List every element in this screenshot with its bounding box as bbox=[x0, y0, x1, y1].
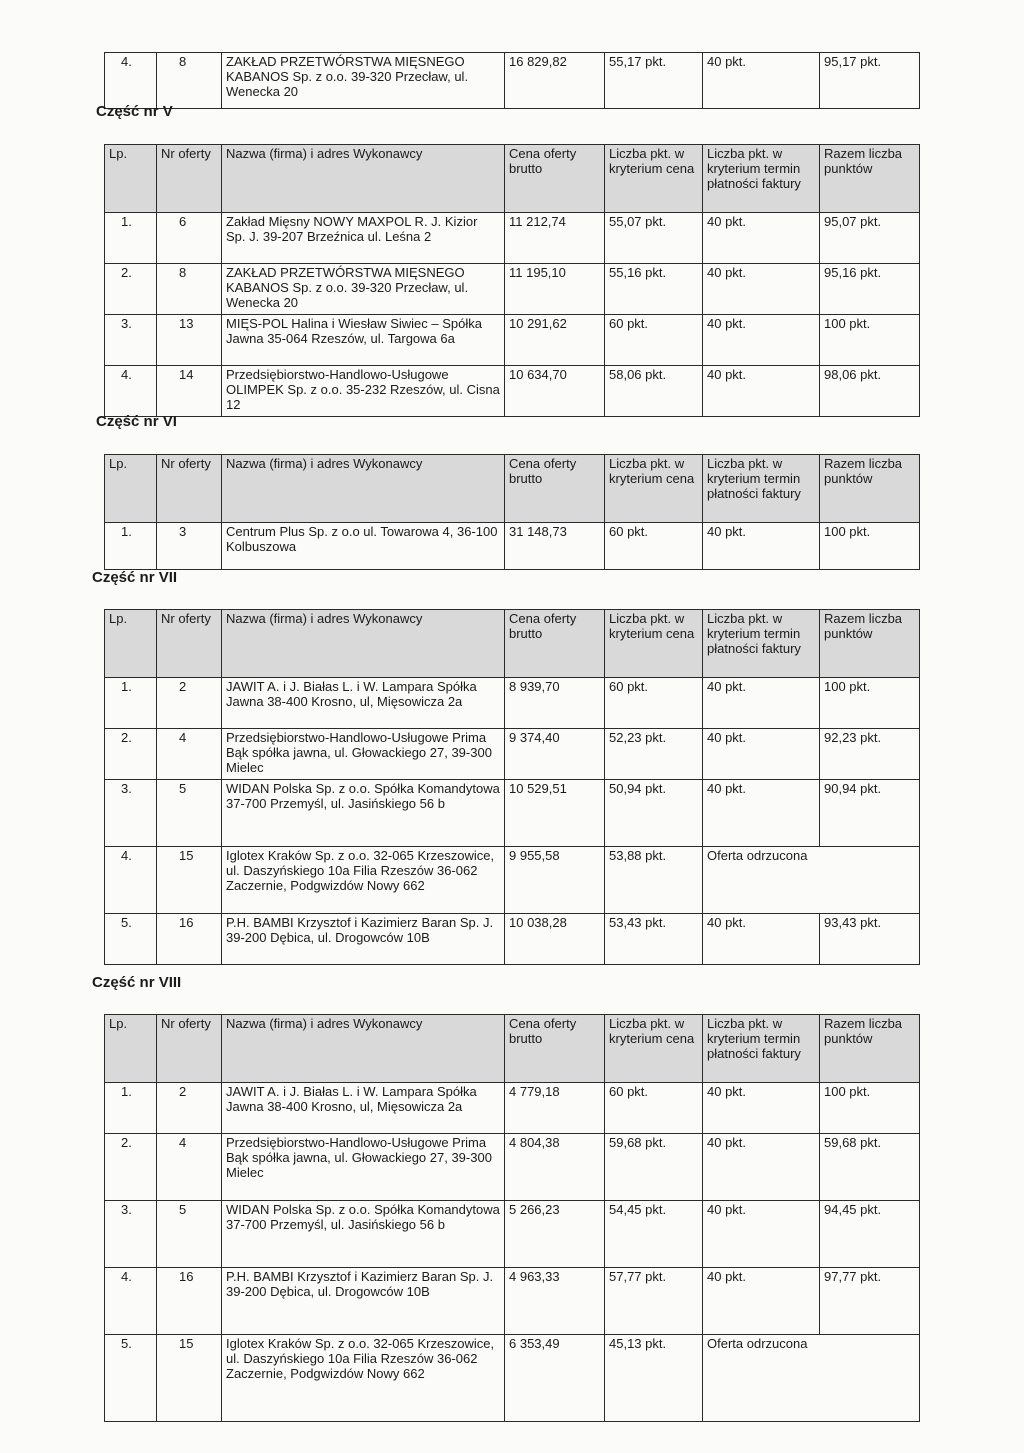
cell-name: Przedsiębiorstwo-Handlowo-Usługowe Prima Bąk spółka jawna, ul. Głowackiego 27, 39-300 Mielec bbox=[222, 729, 505, 780]
cell-total: 95,17 pkt. bbox=[820, 53, 920, 109]
cell-pts-price: 55,07 pkt. bbox=[605, 213, 703, 264]
cell-pts-price: 53,88 pkt. bbox=[605, 847, 703, 914]
offers-table-prev-part bbox=[104, 52, 920, 109]
cell-price: 4 804,38 bbox=[505, 1134, 605, 1201]
header-nr: Nr oferty bbox=[157, 455, 222, 523]
section-title: Część nr V bbox=[96, 103, 173, 120]
cell-pts-price: 45,13 pkt. bbox=[605, 1335, 703, 1422]
cell-nr: 5 bbox=[157, 780, 222, 847]
table-row bbox=[105, 523, 920, 570]
header-pts-term: Liczba pkt. w kryterium termin płatności faktury bbox=[703, 145, 820, 213]
cell-pts-price: 53,43 pkt. bbox=[605, 914, 703, 965]
header-pts-price: Liczba pkt. w kryterium cena bbox=[605, 610, 703, 678]
cell-name: Iglotex Kraków Sp. z o.o. 32-065 Krzeszowice, ul. Daszyńskiego 10a Filia Rzeszów 36-062 Zaczernie, Podgwizdów Nowy 662 bbox=[222, 1335, 505, 1422]
cell-pts-price: 57,77 pkt. bbox=[605, 1268, 703, 1335]
cell-nr: 4 bbox=[157, 729, 222, 780]
cell-name: Przedsiębiorstwo-Handlowo-Usługowe OLIMPEK Sp. z o.o. 35-232 Rzeszów, ul. Cisna 12 bbox=[222, 366, 505, 417]
cell-price: 4 963,33 bbox=[505, 1268, 605, 1335]
cell-pts-price: 60 pkt. bbox=[605, 523, 703, 570]
cell-lp: 1. bbox=[105, 213, 157, 264]
cell-pts-term: 40 pkt. bbox=[703, 678, 820, 729]
cell-price: 10 634,70 bbox=[505, 366, 605, 417]
cell-price: 10 529,51 bbox=[505, 780, 605, 847]
table-row bbox=[105, 914, 920, 965]
cell-lp: 1. bbox=[105, 523, 157, 570]
table-row bbox=[105, 678, 920, 729]
cell-pts-price: 54,45 pkt. bbox=[605, 1201, 703, 1268]
header-name: Nazwa (firma) i adres Wykonawcy bbox=[222, 1015, 505, 1083]
table-row bbox=[105, 366, 920, 417]
cell-lp: 1. bbox=[105, 678, 157, 729]
cell-lp: 3. bbox=[105, 315, 157, 366]
cell-lp: 2. bbox=[105, 729, 157, 780]
cell-nr: 15 bbox=[157, 1335, 222, 1422]
cell-total: 95,07 pkt. bbox=[820, 213, 920, 264]
cell-total: 90,94 pkt. bbox=[820, 780, 920, 847]
table-row bbox=[105, 315, 920, 366]
cell-pts-term: 40 pkt. bbox=[703, 914, 820, 965]
cell-lp: 3. bbox=[105, 780, 157, 847]
header-pts-price: Liczba pkt. w kryterium cena bbox=[605, 455, 703, 523]
cell-lp: 4. bbox=[105, 1268, 157, 1335]
offers-table-part-vi bbox=[104, 454, 920, 570]
cell-name: P.H. BAMBI Krzysztof i Kazimierz Baran Sp. J. 39-200 Dębica, ul. Drogowców 10B bbox=[222, 1268, 505, 1335]
cell-pts-term: 40 pkt. bbox=[703, 315, 820, 366]
section-title: Część nr VI bbox=[96, 413, 177, 430]
cell-nr: 16 bbox=[157, 914, 222, 965]
table-row bbox=[105, 1268, 920, 1335]
cell-pts-term: 40 pkt. bbox=[703, 213, 820, 264]
header-price: Cena oferty brutto bbox=[505, 610, 605, 678]
cell-total: 59,68 pkt. bbox=[820, 1134, 920, 1201]
table-row bbox=[105, 213, 920, 264]
header-price: Cena oferty brutto bbox=[505, 455, 605, 523]
cell-name: Centrum Plus Sp. z o.o ul. Towarowa 4, 36-100 Kolbuszowa bbox=[222, 523, 505, 570]
table-row bbox=[105, 780, 920, 847]
cell-pts-price: 58,06 pkt. bbox=[605, 366, 703, 417]
cell-nr: 3 bbox=[157, 523, 222, 570]
cell-name: Iglotex Kraków Sp. z o.o. 32-065 Krzeszowice, ul. Daszyńskiego 10a Filia Rzeszów 36-062 Zaczernie, Podgwizdów Nowy 662 bbox=[222, 847, 505, 914]
table-row bbox=[105, 53, 920, 109]
header-pts-price: Liczba pkt. w kryterium cena bbox=[605, 1015, 703, 1083]
cell-pts-price: 55,16 pkt. bbox=[605, 264, 703, 315]
cell-lp: 4. bbox=[105, 366, 157, 417]
table-header-row bbox=[105, 455, 920, 523]
cell-name: MIĘS-POL Halina i Wiesław Siwiec – Spółka Jawna 35-064 Rzeszów, ul. Targowa 6a bbox=[222, 315, 505, 366]
header-nr: Nr oferty bbox=[157, 610, 222, 678]
cell-price: 6 353,49 bbox=[505, 1335, 605, 1422]
header-lp: Lp. bbox=[105, 145, 157, 213]
cell-price: 9 955,58 bbox=[505, 847, 605, 914]
cell-total: 95,16 pkt. bbox=[820, 264, 920, 315]
cell-pts-term: 40 pkt. bbox=[703, 1083, 820, 1134]
header-price: Cena oferty brutto bbox=[505, 1015, 605, 1083]
offers-table-part-vii bbox=[104, 609, 920, 965]
cell-name: P.H. BAMBI Krzysztof i Kazimierz Baran Sp. J. 39-200 Dębica, ul. Drogowców 10B bbox=[222, 914, 505, 965]
cell-name: JAWIT A. i J. Białas L. i W. Lampara Spółka Jawna 38-400 Krosno, ul, Mięsowicza 2a bbox=[222, 1083, 505, 1134]
cell-pts-price: 52,23 pkt. bbox=[605, 729, 703, 780]
table-header-row bbox=[105, 610, 920, 678]
cell-nr: 5 bbox=[157, 1201, 222, 1268]
cell-total: 93,43 pkt. bbox=[820, 914, 920, 965]
cell-price: 11 212,74 bbox=[505, 213, 605, 264]
cell-pts-price: 50,94 pkt. bbox=[605, 780, 703, 847]
cell-price: 8 939,70 bbox=[505, 678, 605, 729]
cell-name: WIDAN Polska Sp. z o.o. Spółka Komandytowa 37-700 Przemyśl, ul. Jasińskiego 56 b bbox=[222, 1201, 505, 1268]
cell-pts-term: 40 pkt. bbox=[703, 780, 820, 847]
cell-nr: 6 bbox=[157, 213, 222, 264]
cell-pts-price: 55,17 pkt. bbox=[605, 53, 703, 109]
cell-lp: 3. bbox=[105, 1201, 157, 1268]
cell-name: Przedsiębiorstwo-Handlowo-Usługowe Prima Bąk spółka jawna, ul. Głowackiego 27, 39-300 Mielec bbox=[222, 1134, 505, 1201]
cell-lp: 5. bbox=[105, 914, 157, 965]
cell-lp: 2. bbox=[105, 1134, 157, 1201]
section-title: Część nr VIII bbox=[92, 974, 182, 991]
header-lp: Lp. bbox=[105, 1015, 157, 1083]
cell-nr: 13 bbox=[157, 315, 222, 366]
cell-rejected-status: Oferta odrzucona bbox=[703, 1335, 920, 1422]
cell-lp: 4. bbox=[105, 847, 157, 914]
cell-name: JAWIT A. i J. Białas L. i W. Lampara Spółka Jawna 38-400 Krosno, ul, Mięsowicza 2a bbox=[222, 678, 505, 729]
header-total: Razem liczba punktów bbox=[820, 610, 920, 678]
offers-table-part-v bbox=[104, 144, 920, 417]
cell-name: ZAKŁAD PRZETWÓRSTWA MIĘSNEGO KABANOS Sp. z o.o. 39-320 Przecław, ul. Wenecka 20 bbox=[222, 264, 505, 315]
cell-nr: 2 bbox=[157, 678, 222, 729]
offers-table-part-viii bbox=[104, 1014, 920, 1422]
header-pts-price: Liczba pkt. w kryterium cena bbox=[605, 145, 703, 213]
cell-pts-term: 40 pkt. bbox=[703, 1134, 820, 1201]
cell-nr: 14 bbox=[157, 366, 222, 417]
header-name: Nazwa (firma) i adres Wykonawcy bbox=[222, 610, 505, 678]
cell-pts-term: 40 pkt. bbox=[703, 1268, 820, 1335]
cell-nr: 8 bbox=[157, 53, 222, 109]
header-pts-term: Liczba pkt. w kryterium termin płatności faktury bbox=[703, 610, 820, 678]
table-header-row bbox=[105, 1015, 920, 1083]
header-pts-term: Liczba pkt. w kryterium termin płatności faktury bbox=[703, 455, 820, 523]
header-lp: Lp. bbox=[105, 610, 157, 678]
cell-pts-term: 40 pkt. bbox=[703, 1201, 820, 1268]
cell-price: 10 291,62 bbox=[505, 315, 605, 366]
cell-total: 92,23 pkt. bbox=[820, 729, 920, 780]
cell-price: 10 038,28 bbox=[505, 914, 605, 965]
cell-total: 100 pkt. bbox=[820, 678, 920, 729]
cell-price: 31 148,73 bbox=[505, 523, 605, 570]
cell-pts-price: 60 pkt. bbox=[605, 315, 703, 366]
header-price: Cena oferty brutto bbox=[505, 145, 605, 213]
table-row bbox=[105, 1335, 920, 1422]
table-row bbox=[105, 847, 920, 914]
header-lp: Lp. bbox=[105, 455, 157, 523]
cell-name: ZAKŁAD PRZETWÓRSTWA MIĘSNEGO KABANOS Sp. z o.o. 39-320 Przecław, ul. Wenecka 20 bbox=[222, 53, 505, 109]
cell-pts-price: 59,68 pkt. bbox=[605, 1134, 703, 1201]
cell-total: 100 pkt. bbox=[820, 523, 920, 570]
cell-pts-price: 60 pkt. bbox=[605, 1083, 703, 1134]
cell-price: 16 829,82 bbox=[505, 53, 605, 109]
cell-lp: 1. bbox=[105, 1083, 157, 1134]
cell-pts-term: 40 pkt. bbox=[703, 523, 820, 570]
cell-total: 100 pkt. bbox=[820, 315, 920, 366]
cell-nr: 15 bbox=[157, 847, 222, 914]
cell-pts-term: 40 pkt. bbox=[703, 366, 820, 417]
table-row bbox=[105, 1134, 920, 1201]
cell-pts-term: 40 pkt. bbox=[703, 53, 820, 109]
header-pts-term: Liczba pkt. w kryterium termin płatności faktury bbox=[703, 1015, 820, 1083]
cell-nr: 2 bbox=[157, 1083, 222, 1134]
table-row bbox=[105, 1201, 920, 1268]
cell-nr: 8 bbox=[157, 264, 222, 315]
cell-nr: 16 bbox=[157, 1268, 222, 1335]
cell-pts-price: 60 pkt. bbox=[605, 678, 703, 729]
cell-rejected-status: Oferta odrzucona bbox=[703, 847, 920, 914]
cell-name: Zakład Mięsny NOWY MAXPOL R. J. Kizior Sp. J. 39-207 Brzeźnica ul. Leśna 2 bbox=[222, 213, 505, 264]
cell-total: 97,77 pkt. bbox=[820, 1268, 920, 1335]
cell-price: 5 266,23 bbox=[505, 1201, 605, 1268]
cell-pts-term: 40 pkt. bbox=[703, 729, 820, 780]
cell-pts-term: 40 pkt. bbox=[703, 264, 820, 315]
cell-price: 4 779,18 bbox=[505, 1083, 605, 1134]
cell-total: 94,45 pkt. bbox=[820, 1201, 920, 1268]
header-name: Nazwa (firma) i adres Wykonawcy bbox=[222, 455, 505, 523]
cell-lp: 4. bbox=[105, 53, 157, 109]
table-row bbox=[105, 729, 920, 780]
section-title: Część nr VII bbox=[92, 569, 178, 586]
cell-price: 11 195,10 bbox=[505, 264, 605, 315]
header-nr: Nr oferty bbox=[157, 1015, 222, 1083]
header-total: Razem liczba punktów bbox=[820, 1015, 920, 1083]
cell-lp: 5. bbox=[105, 1335, 157, 1422]
header-name: Nazwa (firma) i adres Wykonawcy bbox=[222, 145, 505, 213]
cell-name: WIDAN Polska Sp. z o.o. Spółka Komandytowa 37-700 Przemyśl, ul. Jasińskiego 56 b bbox=[222, 780, 505, 847]
header-total: Razem liczba punktów bbox=[820, 455, 920, 523]
cell-lp: 2. bbox=[105, 264, 157, 315]
table-row bbox=[105, 264, 920, 315]
cell-nr: 4 bbox=[157, 1134, 222, 1201]
header-total: Razem liczba punktów bbox=[820, 145, 920, 213]
cell-total: 100 pkt. bbox=[820, 1083, 920, 1134]
header-nr: Nr oferty bbox=[157, 145, 222, 213]
cell-total: 98,06 pkt. bbox=[820, 366, 920, 417]
table-row bbox=[105, 1083, 920, 1134]
cell-price: 9 374,40 bbox=[505, 729, 605, 780]
table-header-row bbox=[105, 145, 920, 213]
